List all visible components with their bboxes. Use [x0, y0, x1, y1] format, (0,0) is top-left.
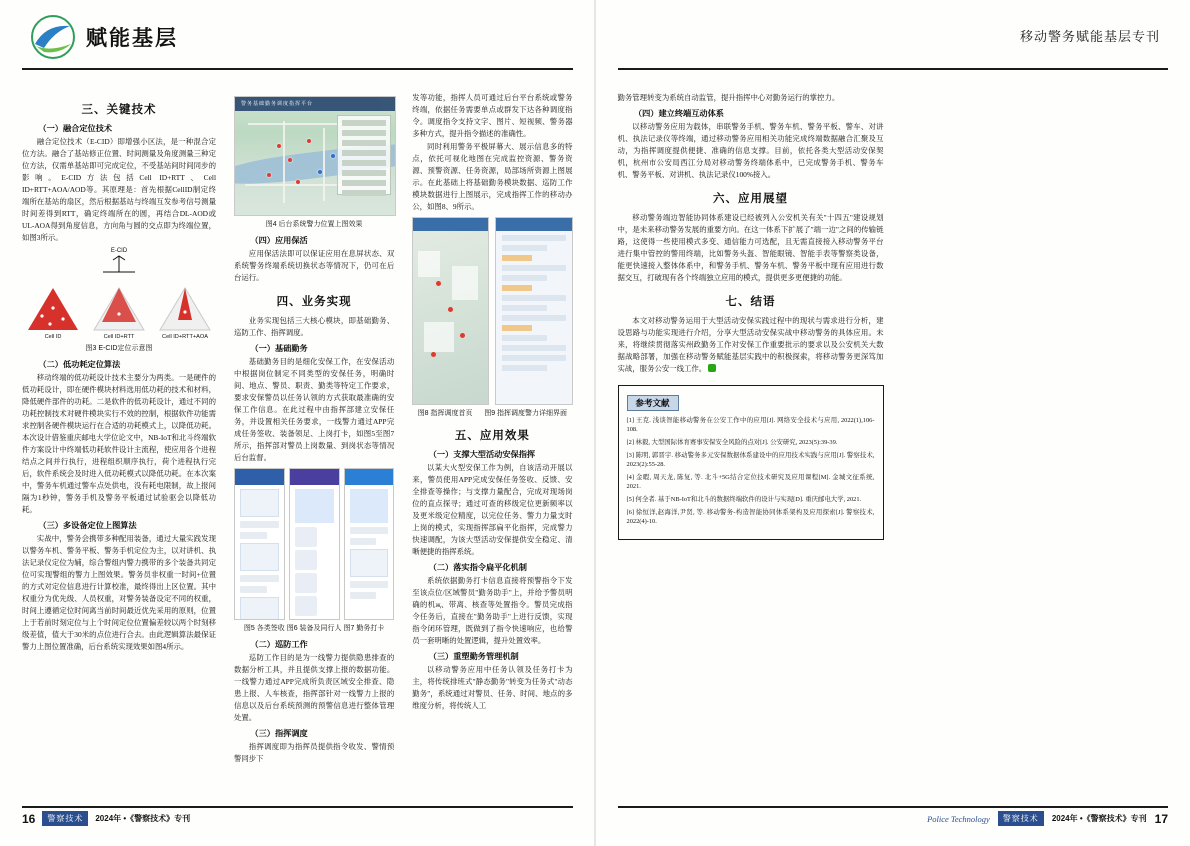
- para-top-col3: 发等功能，指挥人员可通过后台平台系统或警务终端，依据任务需要单点或群发下达各种调度指令。调度指令支持文字、图片、短视频、警务器多种方式，提升指令描述的准确性。: [412, 93, 573, 138]
- journal-badge-right: 警察技术: [998, 811, 1044, 826]
- figure-5-6-7: [234, 468, 394, 633]
- figure-8-9-caption: [412, 408, 572, 418]
- right-page-columns: [618, 92, 1169, 786]
- map-side-panel: [337, 115, 391, 195]
- heading-key-tech: 三、关键技术: [81, 104, 157, 116]
- figure-8-9: [412, 217, 572, 418]
- reference-item: [6] 徐恒洋,赵海洋,尹贤, 等. 移动警务-构造智能协同体系架构及应用探索[J]. 警察技术, 2022(4)-10.: [626, 508, 875, 526]
- heading-multidev: （三）多设备定位上图算法: [38, 520, 137, 530]
- footer-right-group: [927, 811, 1168, 826]
- para-fusion: 融合定位技术（E-CID）即增强小区法，是一种混合定位方法。融合了基站修正位置、时间测量及角度测量三种定位方法，仅需单基站即可完成定位，不受基站间时间同步的影响。E-CID方法包括Cell ID+RTT、Cell ID+RTT+AOA/AOD等。其原理是：首先根据CellID制定终端所在基站的扇区，然后根据基站与终端互发参考信号测量时间差得到RTT，确定终端所在的圆，再结合DL-AOD或UL-AOA得到角度信息，方向角与圆的交点即为终端位置，如图3所示。: [22, 137, 216, 242]
- logo-text: 赋能基层: [86, 27, 178, 50]
- running-head: 移动警务赋能基层专刊: [1019, 29, 1160, 44]
- figure-3-top-label: E-CID: [110, 247, 128, 254]
- reference-item: [5] 何全者. 基于NB-IoT和北斗的数据终端软件的设计与实现[D]. 重庆邮电大学, 2021.: [626, 496, 862, 503]
- para-effect-3: 以移动警务应用中任务认领及任务打卡为主，将传统排班式"静态勤务"转变为任务式"动态勤务"，系统通过对警员、任务、时间、地点的多维度分析，将传统人工: [412, 664, 573, 710]
- left-page-footer: [22, 806, 573, 828]
- map-title: 警务基础勤务调度指挥平台: [241, 101, 314, 107]
- para-outlook: 移动警务端边智能协同体系建设已经被列入公安机关有关"十四五"建设规划中，是未来移动警务发展的重要方向。在这一体系下扩展了"端一边"之间的传输链路，这使得一些使用模式多变、通信能力可选配，且无需直接接入移动警务平台进行集中管控的警用终端，比如警务头盔、智能眼镜、智能手表等警察类设备，能更快速接入整体体系中，和警务手机、警务车机、警务平板中现有应用进行数据交互，打破现有各个终端独立应用的模式，提供更多更便捷的功能。: [617, 212, 884, 282]
- heading-command: （三）指挥调度: [250, 728, 308, 738]
- para-guarantee: 应用保活法即可以保证应用在息屏状态、双系统警务终端系统切换状态等情况下，仍可在后台运行。: [234, 249, 395, 282]
- journal-badge-left: 警察技术: [42, 811, 88, 826]
- figure-9-image: [495, 217, 572, 405]
- footer-rule: [618, 806, 1169, 808]
- figure-7-image: [344, 468, 395, 620]
- figure-5-6-7-caption: 图5 各类签收 图6 装备及同行人 图7 勤务打卡: [243, 624, 385, 632]
- figure-9-caption: 图9 指挥调度警力详细界面: [484, 409, 568, 417]
- sector-icon: [88, 286, 150, 332]
- cone-label: Cell ID: [44, 333, 62, 340]
- para-terminal-system: 以移动警务应用为载体，串联警务手机、警务车机、警务平板、警车、对讲机、执法记录仪等终端，通过移动警务应用相关功能完成终端数据融合汇聚及互动，为指挥调度提供便捷、准确的信息支撑。目前，依托各类大型活动安保契机，杭州市公安局西江分局对移动警务终端体系中，已完成警务手机、警务车机、警务平板、对讲机、执法记录仪100%接入。: [617, 121, 884, 179]
- para-command: 指挥调度即为指挥员提供指令收发、警情预警同步下: [234, 741, 395, 763]
- right-page: [596, 0, 1190, 846]
- footer-text-right: 2024年 •《警察技术》专刊: [1051, 814, 1147, 823]
- left-column-3: [412, 92, 572, 786]
- footer-text-left: 2024年 •《警察技术》专刊: [95, 814, 191, 823]
- figure-3-cones: [22, 278, 216, 340]
- cone-item: [88, 286, 150, 340]
- figure-4-image: [234, 96, 396, 216]
- heading-patrol: （二）巡防工作: [250, 639, 308, 649]
- figure-4-caption: 图4 后台系统警力位置上图效果: [265, 221, 363, 228]
- map-road: [323, 128, 325, 201]
- footer-left-group: [22, 811, 190, 826]
- heading-effect: 五、应用效果: [454, 429, 530, 442]
- right-page-header: [596, 0, 1190, 70]
- masthead-logo: [30, 14, 178, 60]
- heading-guarantee: （四）应用保活: [250, 236, 308, 245]
- figure-4: [234, 96, 394, 229]
- heading-conclusion: 七、结语: [725, 295, 776, 308]
- heading-business: 四、业务实现: [276, 295, 352, 308]
- heading-effect-3: （三）重塑勤务管理机制: [428, 651, 519, 661]
- logo-icon: [30, 14, 76, 60]
- para-base-duty: 基础勤务目的是细化安保工作，在安保活动中根据岗位制定不同类型的安保任务，明确时间、地点、警员、职责、勤类等特定工作要求，要求安保警员以任务认领的方式获取最准确的安保工作信息。在此过程中由指挥部建立安保任务，并设置相关任务要求，一线警力通过APP完成任务签收、装备领足、上岗打卡，如图5至图7所示，指挥部对警员上岗数量、到岗状态等情况后台监督。: [234, 356, 395, 462]
- para-effect-2: 系统依据勤务打卡信息直接将预警指令下发至该点位/区域警员"勤务助手"上，并给予警员明确的机җ、带离、核查等处置指令。警员完成指令任务后，直接在"勤务助手"上进行反馈，实现指令闭环管理，既做到了指令快速响应，也给警员一套明晰的处置逻辑，提升处置效率。: [412, 575, 573, 645]
- para-business: 业务实现包括三大核心模块，即基础勤务、巡防工作、指挥调度。: [234, 315, 395, 337]
- cone-label: Cell ID+RTT: [103, 333, 135, 340]
- left-column-2: [234, 92, 394, 786]
- heading-terminal-system: （四）建立终端互动体系: [633, 108, 724, 118]
- para-effect-1: 以某大火型安保工作为例，自该活动开展以来，警员使用APP完成安保任务签收、反馈、安全排查等操作；与支撑力量配合，完成对现场岗位的直点探寻；通过可查的移级定位更新频率以及更米级定位精度，以完位任务、警力力量支时上岗的模式，实现指挥部扁平化指挥，完成警力快速调配，为该大型活动安保提供安全稳定、清晰便捷的指挥系统。: [412, 462, 573, 556]
- heading-effect-2: （二）落实指令扁平化机制: [428, 562, 527, 572]
- para-multidev: 实战中，警务会携带多种配用装备，通过大量实践发现以警务车机、警务平板、警务手机定位为主，以对讲机、执法记录仪定位为辅，综合警组内警力携带的多个装备共同定位可实现警组的警力上图效果。警务员非权重一时间+位置的方式对定位信息进行计算校准，最终得出上区位置。其中权重分为优先级、人员权重，对警务装备设定不同的权重，时间上遵循定位时间离当前时间最近优先采用的原则，位置上于若前时刻定位与上个时间定位位置偏差较以两个时刻移级差值，值大于30米的点位进行合去。由此逻辑算法最保证警力上图位置准确，后台系统实现效果如图4所示。: [22, 533, 216, 651]
- heading-fusion: （一）融合定位技术: [38, 124, 113, 133]
- journal-name-en: Police Technology: [927, 813, 990, 824]
- reference-box: [618, 385, 884, 540]
- cone-item: [22, 286, 84, 340]
- heading-lowpower: （二）低功耗定位算法: [38, 359, 121, 369]
- cone-item: [154, 286, 216, 340]
- cone-label: Cell ID+RTT+AOA: [162, 333, 208, 340]
- header-rule: [618, 68, 1169, 70]
- left-page-header: [0, 0, 595, 70]
- left-page-columns: [22, 92, 573, 786]
- header-rule: [22, 68, 573, 70]
- reference-item: [3] 陈明, 郭晋宇. 移动警务多元安保数据体系建设中的应用技术实践与应用[J]. 警察技术, 2023(2):55-28.: [626, 451, 875, 469]
- wechat-icon: [708, 364, 716, 372]
- map-titlebar: [235, 97, 395, 111]
- figure-3: [22, 248, 216, 353]
- reference-item: [4] 金暇, 周天龙, 陈复, 等. 北斗+5G结合定位技术研究及应用课程[M]. 金城文征系统, 2021.: [626, 473, 875, 491]
- map-road: [283, 121, 285, 204]
- figure-6-image: [289, 468, 340, 620]
- figure-8-image: [412, 217, 489, 405]
- reference-item: [1] 王克. 浅谈智能移动警务在公安工作中的应用[J]. 网络安全技术与应用, 2022(1),106-108.: [626, 416, 875, 434]
- heading-effect-1: （一）支撑大型活动安保指挥: [428, 449, 536, 459]
- para-conclusion-text: 本文对移动警务运用于大型活动安保实践过程中的现状与需求进行分析，建设思路与功能实现进行介绍，分享大型活动安保实战中移动警务的具体应用。未来，将继续贯彻落实州政勤务工作对安保工作重要批示的要求以及公安机关大数据战略部署，加强在移动警务赋能基层实践中的积极探索，将移动警务更深笃加实战，服务公安一线工作。: [617, 315, 884, 373]
- figure-5-image: [234, 468, 285, 620]
- heading-outlook: 六、应用展望: [713, 192, 788, 205]
- para-top-right: 勤务管理转变为系统自动监管，提升指挥中心对勤务运行的掌控力。: [617, 93, 840, 102]
- para-lowpower: 移动终端的低功耗设计技术主要分为两类。一是硬件的低功耗设计，即在硬件模块材料选用低功耗的技术和材料，降低硬件部件的功耗。二是软件的低功耗设计，通过不同的功耗控制技术对硬件模块实行不效的控制，根据软件功能需求控制各硬件模块运行在合适的功耗模式上，以降低功耗。本次设计借鉴重庆邮电大学位论文中，NB-IoT和北斗终端软件方案设计中终端低功耗软件设计主流程，使应用各个进程结点之间并行执行，进程组织顺序执行，荷个进程执行完后，软件系统会及时进入低功耗模式以降低功耗。在本次案中，警务车机通过警车点处供电，没有耗电限制，故上报间隔为1秒钟，警务手机及警务平板通过试验驱会以降低功耗。: [22, 372, 216, 514]
- reference-box-title: 参考文献: [627, 395, 679, 411]
- para-patrol: 巡防工作目的是为一线警力提供隐患排查的数据分析工具，并且提供支撑上报的数据功能。一线警力通过APP完成所负责区域安全排查、隐患上报、人车核查，指挥部针对一线警力上报的信息以及后台系统预测的预警信息进行整体管理处置。: [234, 652, 395, 722]
- page-gutter: [594, 0, 596, 846]
- para-conclusion: [618, 315, 884, 375]
- sector-icon: [22, 286, 84, 332]
- right-page-footer: [618, 806, 1169, 828]
- page-number-right: 17: [1154, 811, 1168, 826]
- left-column-1: [22, 92, 216, 786]
- tower-icon: [89, 254, 149, 274]
- page-number-left: 16: [22, 811, 36, 826]
- footer-rule: [22, 806, 573, 808]
- figure-3-caption: 图3 E-CID定位示意图: [85, 344, 153, 352]
- sector-icon: [154, 286, 216, 332]
- right-column-1: [618, 92, 884, 786]
- reference-item: [2] 林毅, 大型国际体育赛事安保安全风险的点对[J]. 公安研究, 2023(5):39-39.: [626, 438, 838, 446]
- heading-base-duty: （一）基础勤务: [250, 343, 308, 353]
- figure-8-caption: 图8 指挥调度首页: [417, 409, 473, 417]
- para-mid-col3: 同时利用警务平极屏幕大、展示信息多的特点，依托可视化地图在完成监控资源、警务资源、预警资源、任务资源，局部场所资源上图展示。在此基础上将基础勤务模块数据、巡防工作模块数据进行上图展示，完成指挥工作的移动办公，如图8、9所示。: [412, 141, 573, 211]
